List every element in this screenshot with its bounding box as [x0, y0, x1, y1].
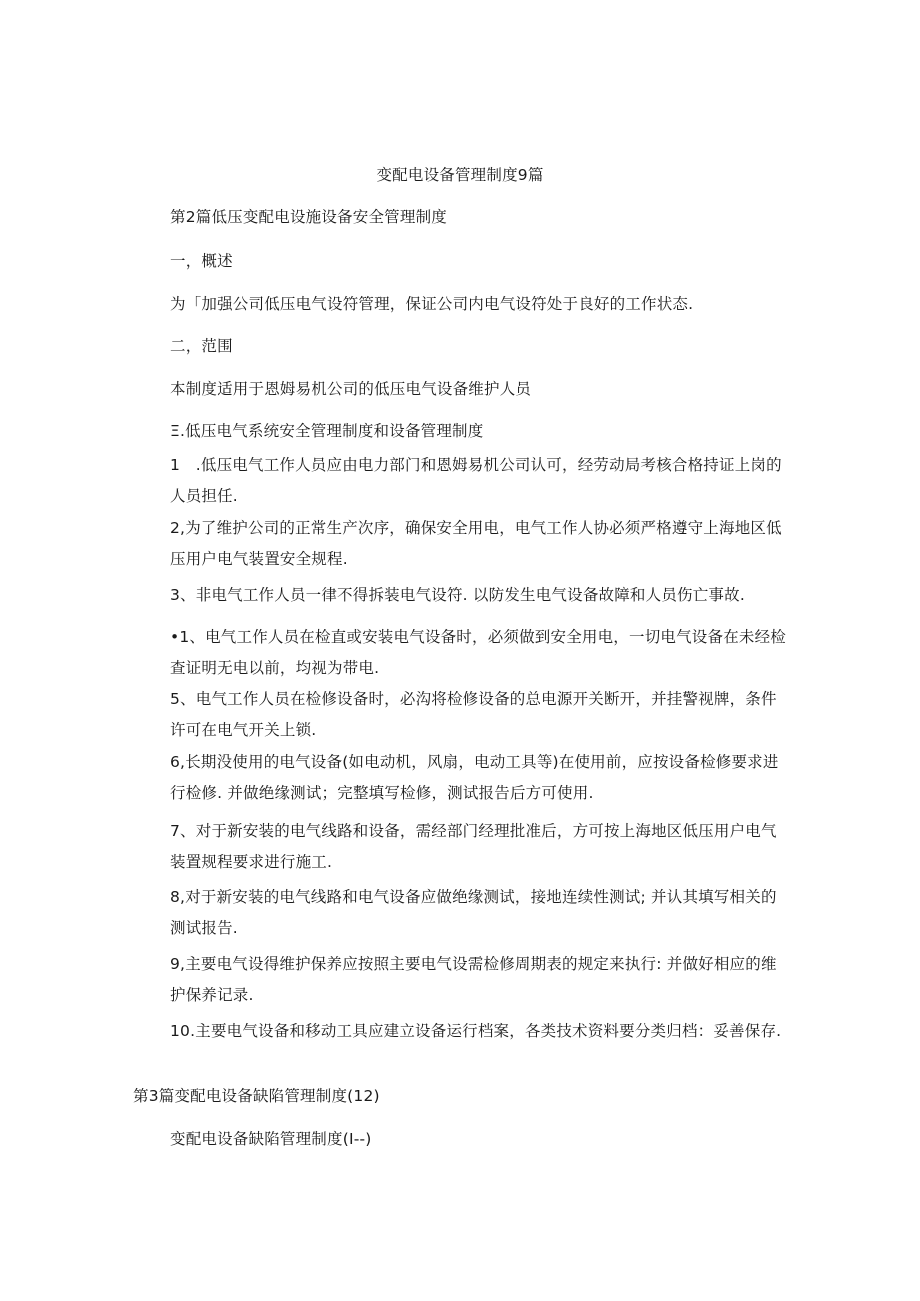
rule-item-6: 6,长期没使用的电气设备(如电动机，风扇，电动工具等)在使用前，应按设备检修要求进行检修. 并做绝缘测试；完整填写检修，测试报告后方可使用.	[170, 753, 779, 802]
rule-item-2: 2,为了维护公司的正常生产次序，确保安全用电，电气工作人协必须严格遵守上海地区低压用户电气装置安全规程.	[170, 519, 782, 568]
rule-item-1: 1 .低压电气工作人员应由电力部门和恩姆易机公司认可，经劳动局考核合格持证上岗的人员担任.	[170, 456, 782, 505]
section-scope-title: 二，范围	[170, 337, 233, 355]
rule-item-8: 8,对于新安装的电气线路和电气设备应做绝缘测试，接地连续性测试; 并认其填写相关的测试报告.	[170, 888, 777, 937]
rule-item-10: 10.主要电气设备和移动工具应建立设备运行档案，各类技术资料要分类归档：妥善保存.	[170, 1022, 782, 1040]
section-heading-3: 第3篇变配电设备缺陷管理制度(12)	[133, 1087, 380, 1105]
rule-item-4: •1、电气工作人员在检直或安装电气设备时，必须做到安全用电，一切电气设备在未经检查证明无电以前，均视为带电.	[170, 628, 787, 677]
section-heading-3-subtitle: 变配电设备缺陷管理制度(I--)	[170, 1130, 372, 1148]
section-scope-text: 本制度适用于恩姆易机公司的低压电气设备维护人员	[170, 380, 532, 398]
section-heading-2: 第2篇低压变配电设施设备安全管理制度	[170, 208, 447, 226]
section-rules-title: Ξ.低压电气系统安全管理制度和设备管理制度	[170, 422, 484, 440]
rule-item-3: 3、非电气工作人员一律不得拆装电气设符. 以防发生电气设备故障和人员伤亡事故.	[170, 586, 745, 604]
rule-item-9: 9,主要电气设得维护保养应按照主要电气设需检修周期表的规定来执行: 并做好相应的维护保养记录.	[170, 955, 777, 1004]
rule-item-7: 7、对于新安装的电气线路和设备，需经部门经理批准后，方可按上海地区低压用户电气装置规程要求进行施工.	[170, 822, 777, 871]
rule-item-5: 5、电气工作人员在检修设备时，必沟将检修设备的总电源开关断开，并挂警视牌，条件许可在电气开关上锁.	[170, 690, 777, 739]
document-title: 变配电设备管理制度9篇	[376, 166, 544, 184]
section-overview-title: 一，概述	[170, 252, 233, 270]
section-overview-text: 为「加强公司低压电气设符管理，保证公司内电气设符处于良好的工作状态.	[170, 295, 694, 313]
